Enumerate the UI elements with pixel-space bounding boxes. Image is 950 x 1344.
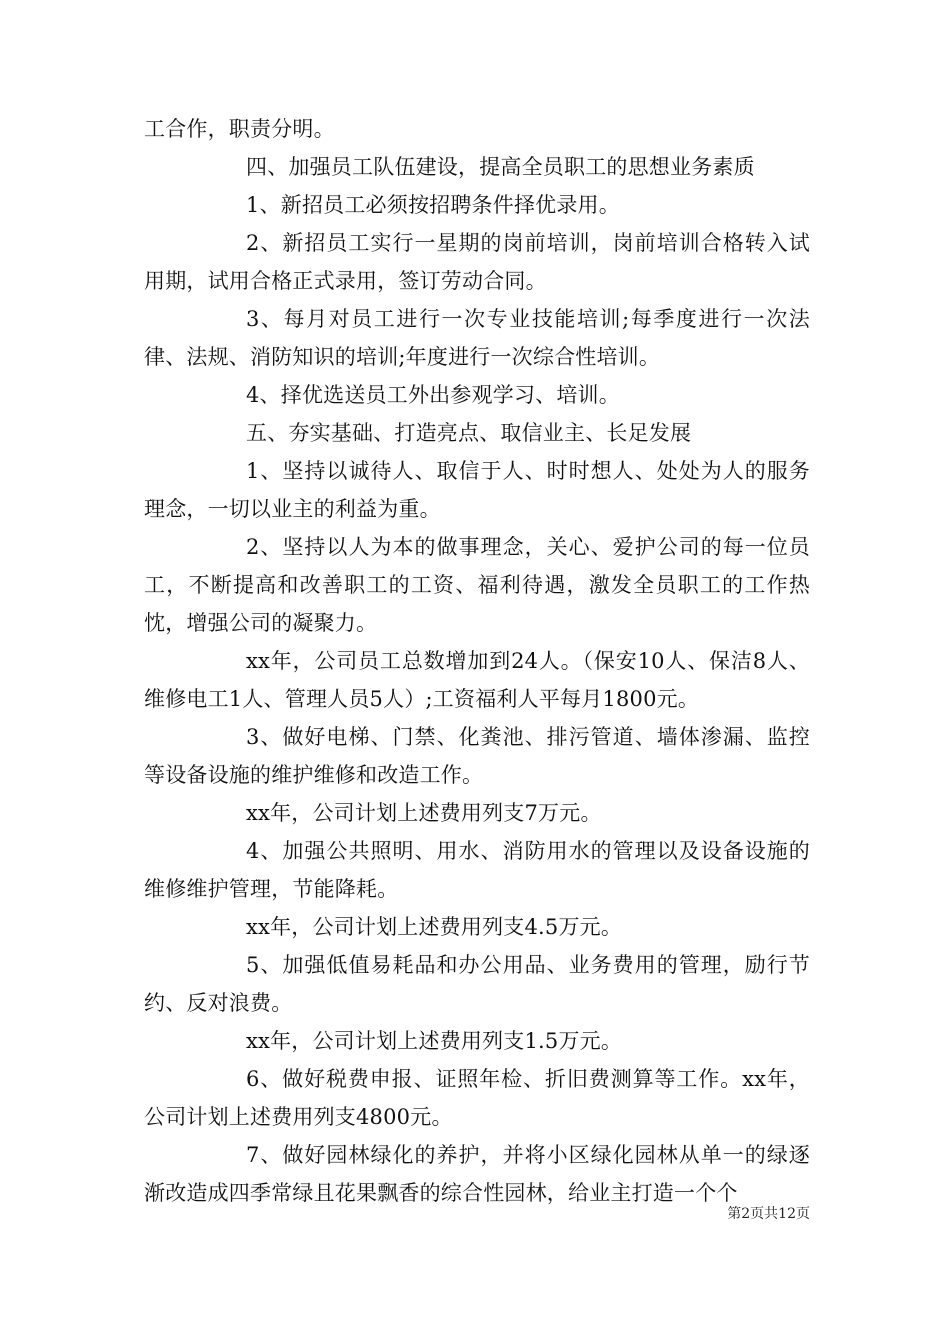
document-body [144,110,810,1212]
paragraph: 2、新招员工实行一星期的岗前培训，岗前培训合格转入试用期，试用合格正式录用，签订劳动合同。 [144,231,810,293]
section-heading-4: 四、加强员工队伍建设，提高全员职工的思想业务素质 [246,155,755,179]
paragraph: 3、每月对员工进行一次专业技能培训;每季度进行一次法律、法规、消防知识的培训;年度进行一次综合性培训。 [144,307,810,369]
paragraph: 1、坚持以诚待人、取信于人、时时想人、处处为人的服务理念，一切以业主的利益为重。 [144,459,810,521]
paragraph: 1、新招员工必须按招聘条件择优录用。 [246,193,620,217]
paragraph: xx年，公司员工总数增加到24人。（保安10人、保洁8人、维修电工1人、管理人员5人）;工资福利人平每月1800元。 [144,649,810,711]
paragraph: 2、坚持以人为本的做事理念，关心、爱护公司的每一位员工，不断提高和改善职工的工资、福利待遇，激发全员职工的工作热忱，增强公司的凝聚力。 [144,535,810,635]
section-heading-5: 五、夯实基础、打造亮点、取信业主、长足发展 [246,421,692,445]
paragraph: 6、做好税费申报、证照年检、折旧费测算等工作。xx年，公司计划上述费用列支4800元。 [144,1067,810,1129]
paragraph: 7、做好园林绿化的养护，并将小区绿化园林从单一的绿逐渐改造成四季常绿且花果飘香的综合性园林，给业主打造一个个 [144,1143,810,1205]
paragraph-continuation: 工合作，职责分明。 [144,117,335,141]
page-number: 第2页共12页 [727,1206,810,1222]
paragraph: 4、加强公共照明、用水、消防用水的管理以及设备设施的维修维护管理，节能降耗。 [144,839,810,901]
paragraph: 4、择优选送员工外出参观学习、培训。 [246,383,620,407]
paragraph: xx年，公司计划上述费用列支7万元。 [246,801,602,825]
paragraph: 5、加强低值易耗品和办公用品、业务费用的管理，励行节约、反对浪费。 [144,953,810,1015]
paragraph: 3、做好电梯、门禁、化粪池、排污管道、墙体渗漏、监控等设备设施的维护维修和改造工作。 [144,725,810,787]
paragraph: xx年，公司计划上述费用列支4.5万元。 [246,915,623,939]
paragraph: xx年，公司计划上述费用列支1.5万元。 [246,1029,623,1053]
